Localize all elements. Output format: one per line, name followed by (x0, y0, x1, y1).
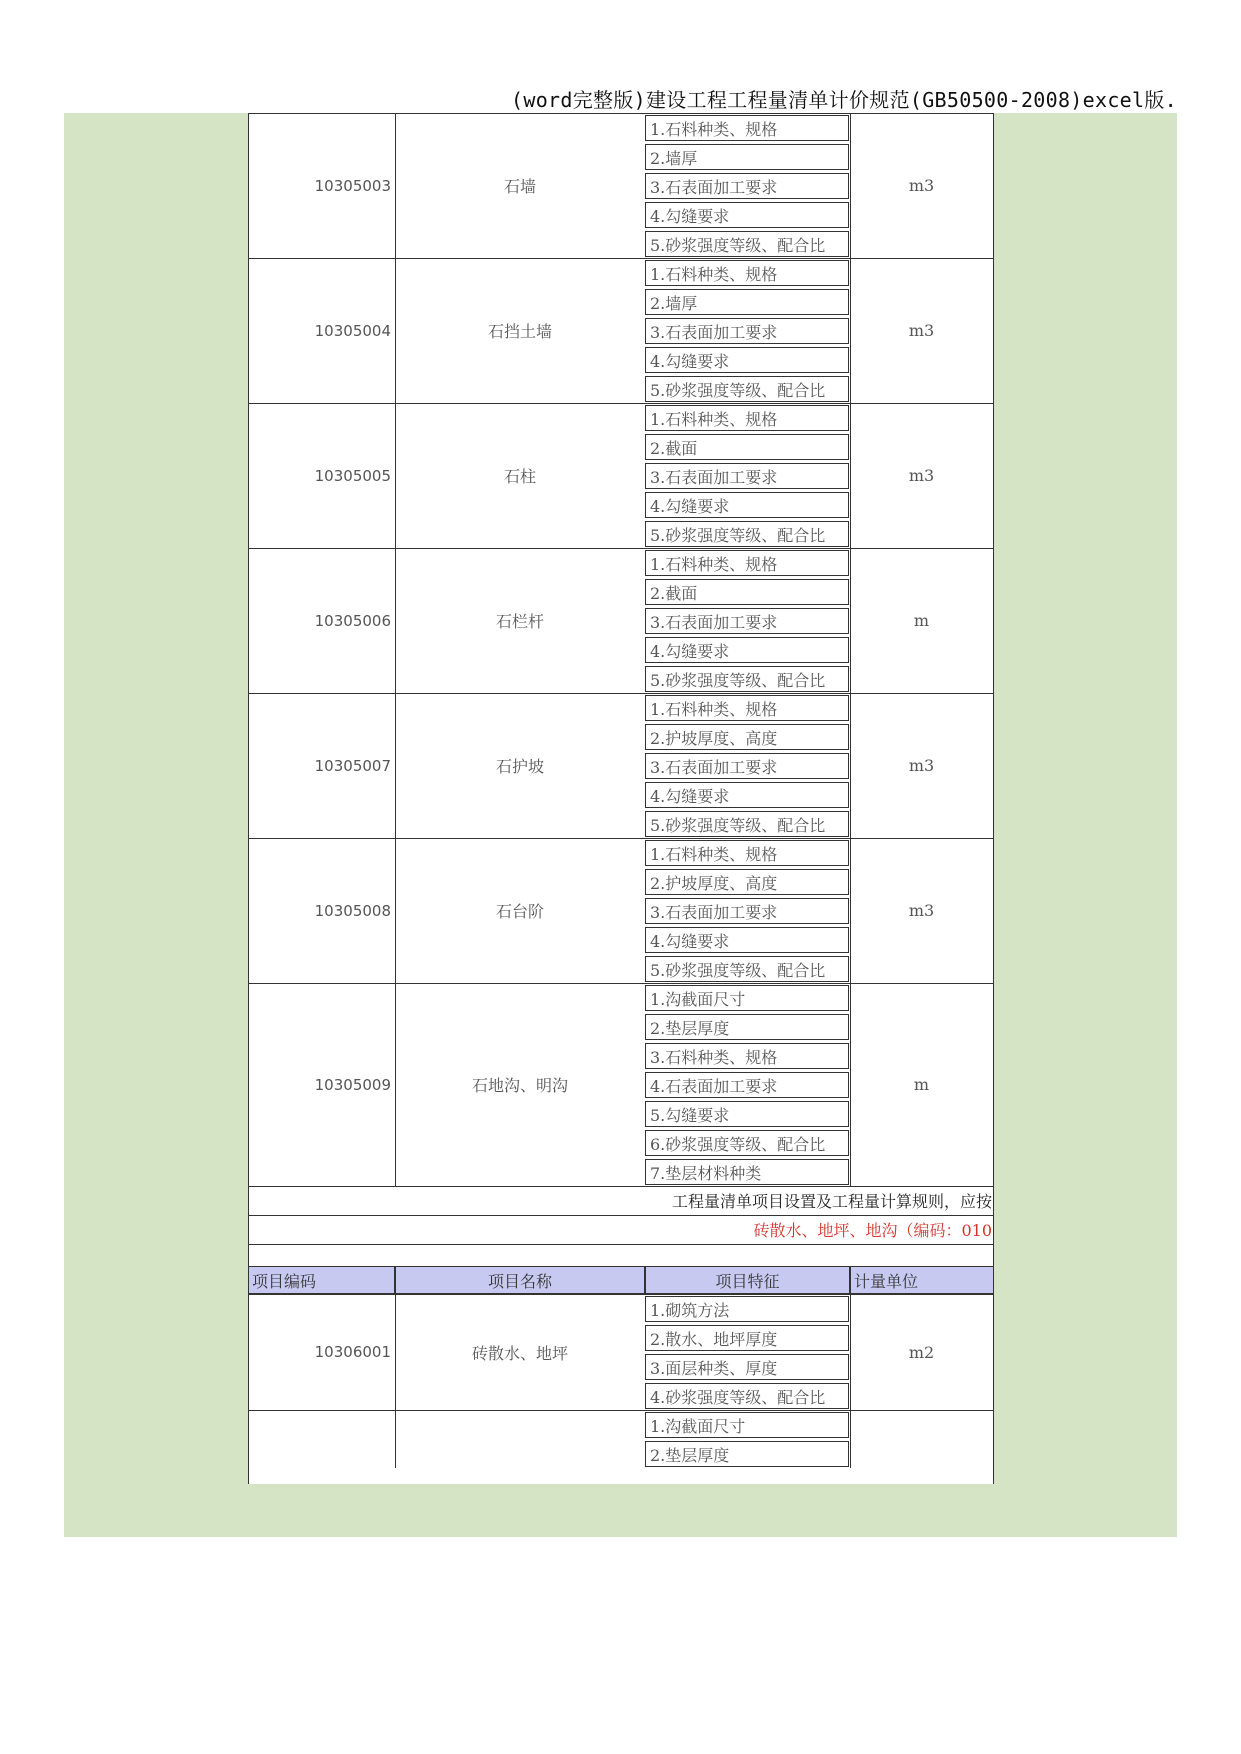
item-feature: 5.砂浆强度等级、配合比 (645, 666, 849, 692)
header-feature: 项目特征 (645, 1266, 850, 1294)
document-title: (word完整版)建设工程工程量清单计价规范(GB50500-2008)excel版. (511, 88, 1177, 112)
item-feature: 2.护坡厚度、高度 (645, 724, 849, 750)
item-feature: 1.石料种类、规格 (645, 405, 849, 431)
item-feature: 5.砂浆强度等级、配合比 (645, 521, 849, 547)
item-feature: 1.沟截面尺寸 (645, 985, 849, 1011)
item-feature: 1.石料种类、规格 (645, 695, 849, 721)
item-code: 10306001 (314, 1343, 391, 1361)
item-feature: 3.石表面加工要求 (645, 898, 849, 924)
item-feature: 4.勾缝要求 (645, 202, 849, 228)
item-feature: 2.垫层厚度 (645, 1014, 849, 1040)
item-unit: m3 (908, 901, 935, 920)
item-feature: 2.护坡厚度、高度 (645, 869, 849, 895)
item-code: 10305006 (314, 611, 391, 630)
section-title: 砖散水、地坪、地沟（编码：010 (753, 1221, 992, 1240)
grid-line (993, 113, 994, 1484)
item-unit: m2 (908, 1342, 935, 1362)
item-feature: 2.墙厚 (645, 144, 849, 170)
item-code: 10305003 (314, 176, 391, 195)
item-unit: m3 (908, 466, 935, 485)
item-feature: 5.砂浆强度等级、配合比 (645, 956, 849, 982)
item-name (395, 1410, 645, 1468)
item-feature: 2.散水、地坪厚度 (645, 1325, 849, 1351)
item-name: 石挡土墙 (487, 322, 552, 341)
item-feature: 5.砂浆强度等级、配合比 (645, 376, 849, 402)
item-code: 10305007 (314, 756, 391, 775)
item-name: 石柱 (503, 467, 536, 486)
item-feature: 4.勾缝要求 (645, 927, 849, 953)
item-feature: 1.砌筑方法 (645, 1296, 849, 1322)
item-name: 砖散水、地坪 (471, 1343, 568, 1363)
item-feature: 1.石料种类、规格 (645, 550, 849, 576)
item-feature: 5.砂浆强度等级、配合比 (645, 811, 849, 837)
item-code (248, 1410, 391, 1468)
item-name: 石护坡 (495, 757, 544, 776)
item-name: 石墙 (503, 177, 536, 196)
item-feature: 3.石料种类、规格 (645, 1043, 849, 1069)
item-feature: 2.截面 (645, 434, 849, 460)
item-feature: 4.勾缝要求 (645, 782, 849, 808)
item-feature: 3.石表面加工要求 (645, 753, 849, 779)
item-name: 石栏杆 (495, 612, 544, 631)
item-unit: m3 (908, 756, 935, 775)
item-feature: 3.石表面加工要求 (645, 463, 849, 489)
item-feature: 6.砂浆强度等级、配合比 (645, 1130, 849, 1156)
header-code: 项目编码 (248, 1266, 395, 1294)
item-feature: 4.砂浆强度等级、配合比 (645, 1383, 849, 1409)
item-feature: 4.勾缝要求 (645, 492, 849, 518)
item-feature: 1.石料种类、规格 (645, 115, 849, 141)
item-code: 10305008 (314, 901, 391, 920)
item-feature: 3.石表面加工要求 (645, 318, 849, 344)
item-unit: m (913, 1075, 930, 1094)
item-feature: 3.石表面加工要求 (645, 173, 849, 199)
item-feature: 3.面层种类、厚度 (645, 1354, 849, 1380)
item-feature: 1.石料种类、规格 (645, 260, 849, 286)
item-feature: 5.砂浆强度等级、配合比 (645, 231, 849, 257)
header-unit: 计量单位 (850, 1266, 994, 1294)
item-unit (849, 1410, 994, 1468)
item-unit: m3 (908, 321, 935, 340)
item-code: 10305005 (314, 466, 391, 485)
spreadsheet (248, 113, 994, 1484)
item-feature: 4.勾缝要求 (645, 347, 849, 373)
item-feature: 4.勾缝要求 (645, 637, 849, 663)
grid-line (248, 113, 249, 1484)
item-feature: 5.勾缝要求 (645, 1101, 849, 1127)
item-feature: 7.垫层材料种类 (645, 1159, 849, 1185)
item-code: 10305004 (314, 321, 391, 340)
rule-note: 工程量清单项目设置及工程量计算规则，应按 (671, 1192, 992, 1211)
item-feature: 4.石表面加工要求 (645, 1072, 849, 1098)
item-feature: 2.截面 (645, 579, 849, 605)
item-feature: 1.石料种类、规格 (645, 840, 849, 866)
item-feature: 2.墙厚 (645, 289, 849, 315)
item-code: 10305009 (314, 1075, 391, 1094)
item-unit: m (913, 611, 930, 630)
item-feature: 1.沟截面尺寸 (645, 1412, 849, 1438)
grid-line (248, 1244, 994, 1245)
item-feature: 2.垫层厚度 (645, 1441, 849, 1467)
item-name: 石台阶 (495, 902, 544, 921)
header-name: 项目名称 (395, 1266, 645, 1294)
item-name: 石地沟、明沟 (471, 1076, 568, 1095)
item-unit: m3 (908, 176, 935, 195)
item-feature: 3.石表面加工要求 (645, 608, 849, 634)
